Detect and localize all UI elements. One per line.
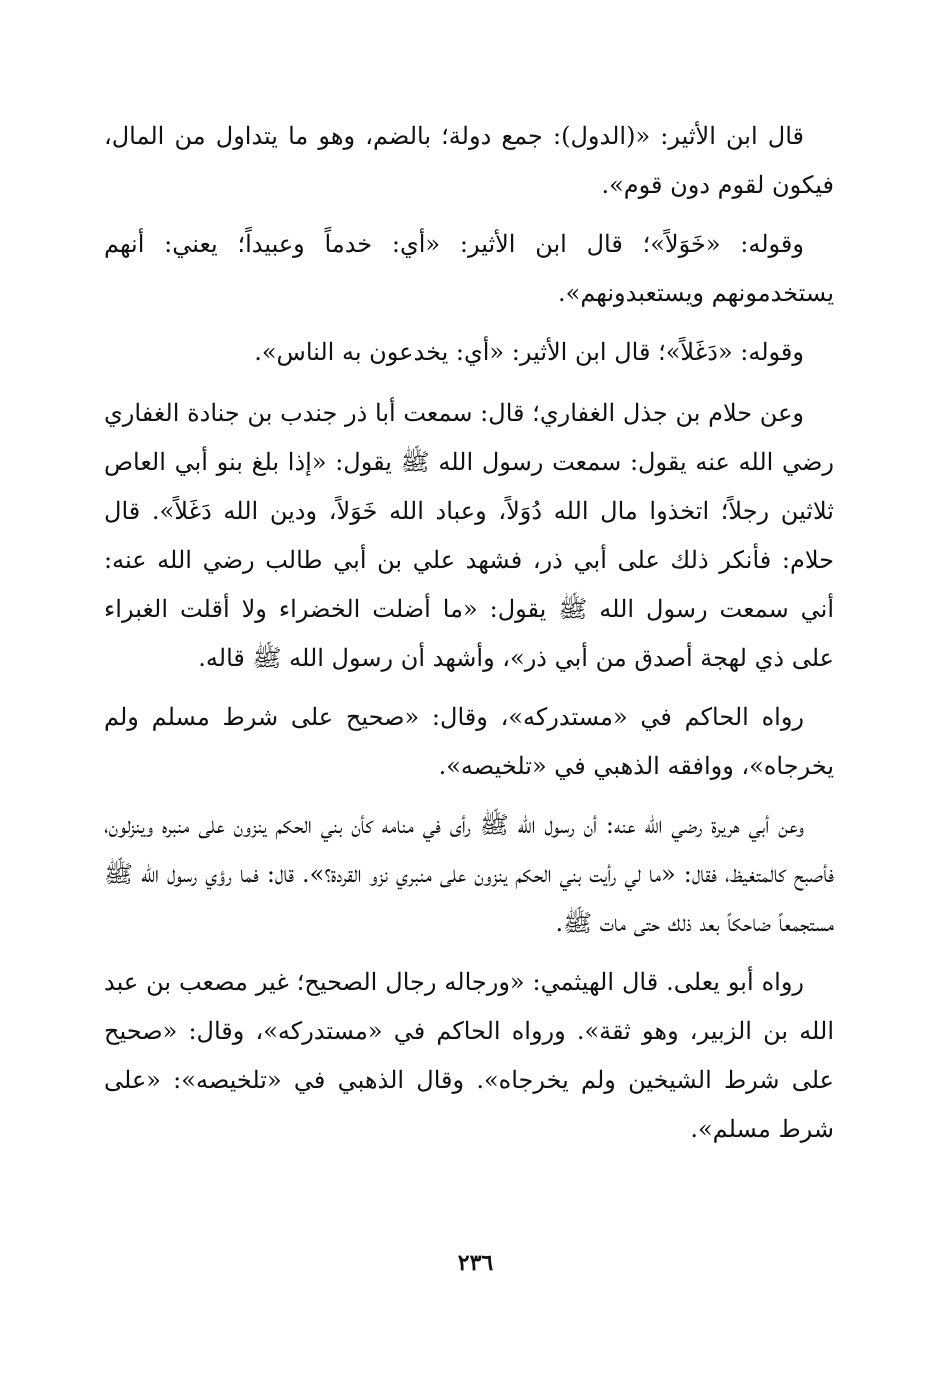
paragraph-hadith-abu-dharr: وعن حلام بن جذل الغفاري؛ قال: سمعت أبا ذر جندب بن جنادة الغفاري رضي الله عنه يقول: سمعت رسول الله ﷺ يقول: «إذا بلغ بنو أبي العاص ثلاثين رجلاً؛ اتخذوا مال الله دُوَلاً، وعباد الله خَوَلاً، ودين الله دَغَلاً». قال حلام: فأنكر ذلك على أبي ذر، فشهد علي بن أبي طالب رضي الله عنه: أني سمعت رسول الله ﷺ يقول: «ما أضلت الخضراء ولا أقلت الغبراء على ذي لهجة أصدق من أبي ذر»، وأشهد أن رسول الله ﷺ قاله. (104, 399, 835, 672)
page-number: ٢٣٦ (457, 1250, 494, 1276)
paragraph-ibn-athir-duwal: قال ابن الأثير: «(الدول): جمع دولة؛ بالضم، وهو ما يتداول من المال، فيكون لقوم دون قوم». (104, 122, 834, 199)
page-body (104, 112, 834, 1164)
paragraph-daghal: وقوله: «دَغَلاً»؛ قال ابن الأثير: «أي: يخدعون به الناس». (254, 338, 804, 366)
paragraph-hadith-abu-hurayra: وعن أبي هريرة رضي الله عنه: أن رسول الله ﷺ رأى في منامه كأن بني الحكم ينزون على منبره وينزلون، فأصبح كالمتغيظ، فقال: «ما لي رأيت بني الحكم ينزون على منبري نزو القردة؟». قال: فما رؤي رسول الله ﷺ مستجمعاً ضاحكاً بعد ذلك حتى مات ﷺ. (104, 811, 834, 937)
paragraph-hakim-takhrij: رواه الحاكم في «مستدركه»، وقال: «صحيح على شرط مسلم ولم يخرجاه»، ووافقه الذهبي في «تلخيصه». (104, 703, 834, 780)
paragraph-abu-yala-takhrij: رواه أبو يعلى. قال الهيثمي: «ورجاله رجال الصحيح؛ غير مصعب بن عبد الله بن الزبير، وهو ثقة». ورواه الحاكم في «مستدركه»، وقال: «صحيح على شرط الشيخين ولم يخرجاه». وقال الذهبي في «تلخيصه»: «على شرط مسلم». (104, 968, 834, 1143)
paragraph-khawal: وقوله: «خَوَلاً»؛ قال ابن الأثير: «أي: خدماً وعبيداً؛ يعني: أنهم يستخدمونهم ويستعبدونهم». (104, 230, 834, 307)
